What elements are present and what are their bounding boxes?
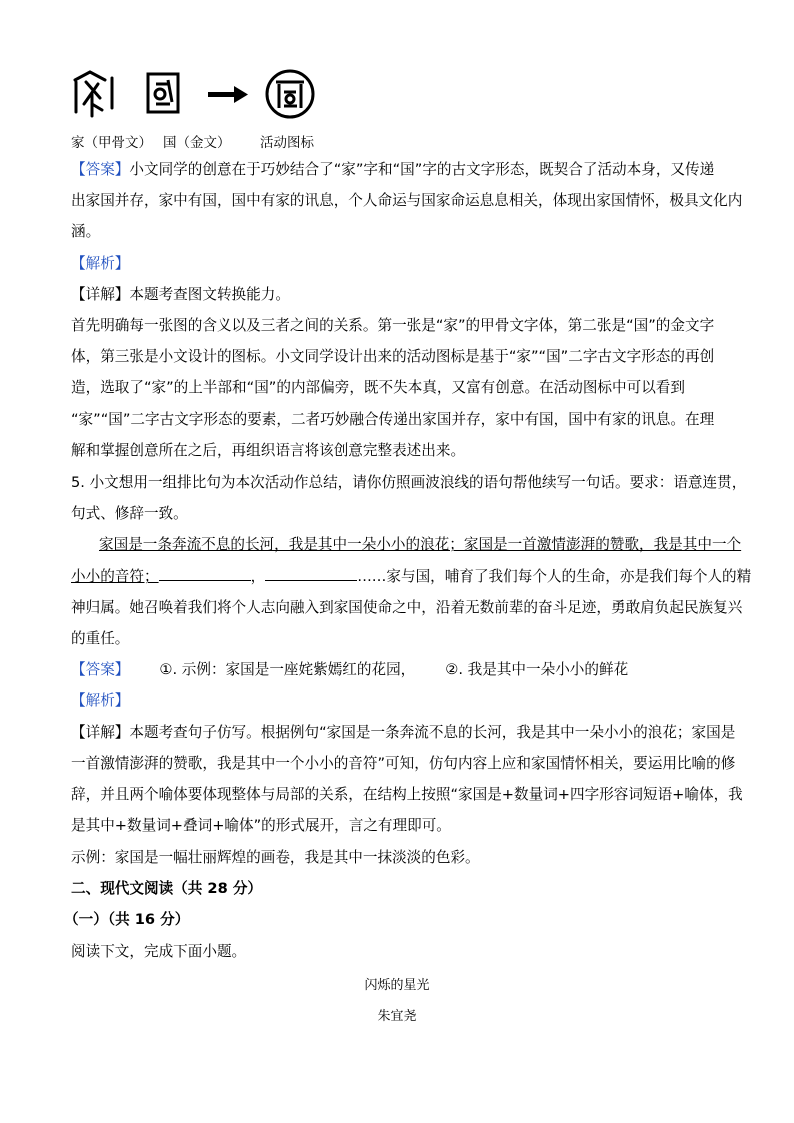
answer-item-2: ②. 我是其中一朵小小的鲜花 (445, 661, 629, 678)
jia-oracle-bone-glyph (75, 72, 112, 116)
article-author: 朱宜尧 (377, 1009, 417, 1024)
q4-detail-line-6: 解和掌握创意所在之后，再组织语言将该创意完整表述出来。 (71, 442, 466, 459)
q5-passage-line-1: 家国是一条奔流不息的长河，我是其中一朵小小的浪花；家国是一首激情澎湃的赞歌，我是其中一个 (99, 536, 742, 553)
guo-bronze-glyph (148, 74, 178, 112)
q5-detail-line-2: 一首激情澎湃的赞歌，我是其中一个小小的音符”可知，仿句内容上应和家国情怀相关，要运用比喻的修 (71, 755, 736, 772)
q5-passage-line-4: 的重任。 (71, 630, 130, 647)
q4-answer-line-3: 涵。 (71, 223, 101, 240)
reading-instruction: 阅读下文，完成下面小题。 (71, 943, 247, 960)
q5-detail-line-3: 辞，并且两个喻体要体现整体与局部的关系，在结构上按照“家国是+数量词+四字形容词短语+喻体，我 (71, 786, 743, 803)
q5-question-line-1: 5. 小文想用一组排比句为本次活动作总结，请你仿照画波浪线的语句帮他续写一句话。要求：语意连贯， (71, 474, 747, 491)
q5-detail-line-1: 【详解】本题考查句子仿写。根据例句“家国是一条奔流不息的长河，我是其中一朵小小的浪花；家国是 (71, 724, 736, 741)
answer-tag: 【答案】 (71, 161, 130, 178)
q4-detail-line-4: 造，选取了“家”的上半部和“国”的内部偏旁，既不失本真，又富有创意。在活动图标中可以看到 (71, 379, 685, 396)
answer-blank-1[interactable] (159, 566, 251, 581)
arrow-right-icon (208, 86, 248, 103)
q4-detail-line-5: “家”“国”二字古文字形态的要素，二者巧妙融合传递出家国并存，家中有国，国中有家的讯息。在理 (71, 411, 715, 428)
q4-detail-line-2: 首先明确每一张图的含义以及三者之间的关系。第一张是“家”的甲骨文字体，第二张是“国”的金文字 (71, 317, 715, 334)
q5-question-line-2: 句式、修辞一致。 (71, 505, 188, 522)
article-title: 闪烁的星光 (364, 978, 430, 993)
answer-blank-2[interactable] (265, 566, 357, 581)
q5-detail-line-4: 是其中+数量词+叠词+喻体”的形式展开，言之有理即可。 (71, 817, 451, 834)
q5-passage-line-2: 小小的音符； ， ……家与国，哺育了我们每个人的生命，亦是我们每个人的精 (71, 568, 752, 585)
caption-jia: 家（甲骨文） (71, 135, 152, 151)
q4-detail-line-3: 体，第三张是小文设计的图标。小文同学设计出来的活动图标是基于“家”“国”二字古文字形态的再创 (71, 348, 715, 365)
q5-example-line: 示例：家国是一幅壮丽辉煌的画卷，我是其中一抹淡淡的色彩。 (71, 849, 480, 866)
q5-answer-line (71, 660, 628, 680)
subsection-heading: （一）（共 16 分） (64, 911, 190, 928)
answer-item-1: ①. 示例：家国是一座姹紫嫣红的花园， (159, 661, 416, 678)
detail-tag: 【详解】 (71, 286, 130, 303)
q4-analysis-tag: 【解析】 (71, 255, 130, 272)
detail-tag: 【详解】 (71, 724, 130, 741)
q5-passage-line-3: 神归属。她召唤着我们将个人志向融入到家国使命之中，沿着无数前辈的奋斗足迹，勇敢肩负起民族复兴 (71, 599, 743, 616)
q5-analysis-tag: 【解析】 (71, 692, 130, 709)
q4-answer-line-2: 出家国并存，家中有国，国中有家的讯息，个人命运与国家命运息息相关，体现出家国情怀，极具文化内 (71, 192, 743, 209)
activity-logo-glyph (267, 71, 313, 117)
q4-answer-line-1: 【答案】小文同学的创意在于巧妙结合了“家”字和“国”字的古文字形态，既契合了活动本身，又传递 (71, 161, 715, 178)
ancient-characters-figure (72, 68, 322, 120)
q4-detail-line-1: 【详解】本题考查图文转换能力。 (71, 286, 290, 303)
answer-tag: 【答案】 (71, 661, 130, 678)
caption-guo: 国（金文） (163, 135, 231, 151)
caption-icon: 活动图标 (260, 135, 314, 151)
section-heading: 二、现代文阅读（共 28 分） (71, 880, 263, 897)
